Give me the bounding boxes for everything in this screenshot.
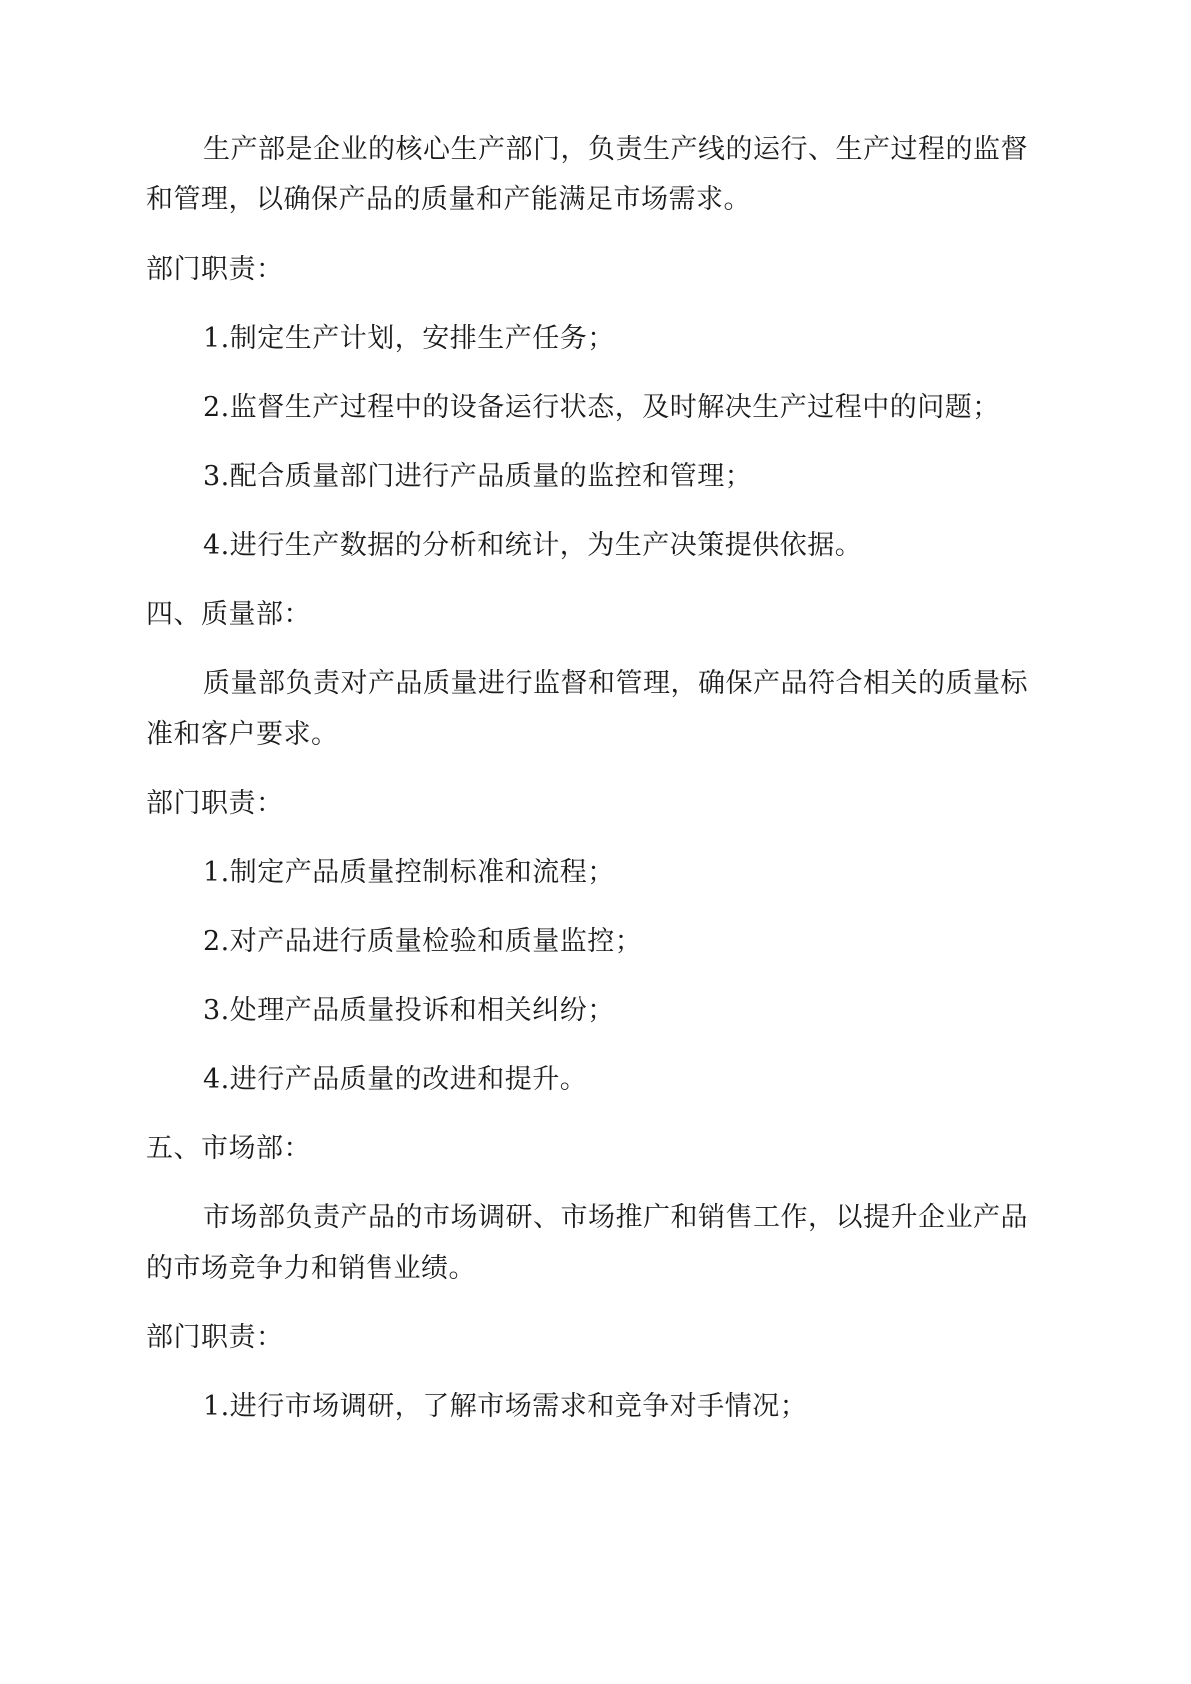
marketing-duties-label: 部门职责：: [146, 1322, 284, 1353]
production-duty-3: 3.配合质量部门进行产品质量的监控和管理；: [203, 461, 753, 492]
quality-duty-4: 4.进行产品质量的改进和提升。: [203, 1064, 588, 1095]
marketing-intro-line-2: 的市场竞争力和销售业绩。: [146, 1253, 476, 1284]
marketing-intro-line-1: 市场部负责产品的市场调研、市场推广和销售工作，以提升企业产品: [203, 1202, 1028, 1233]
production-duty-2: 2.监督生产过程中的设备运行状态，及时解决生产过程中的问题；: [203, 392, 1000, 423]
quality-heading: 四、质量部：: [146, 599, 311, 630]
production-duty-1: 1.制定生产计划，安排生产任务；: [203, 323, 615, 354]
quality-duty-2: 2.对产品进行质量检验和质量监控；: [203, 926, 643, 957]
production-duties-label: 部门职责：: [146, 254, 284, 285]
production-intro-line-2: 和管理，以确保产品的质量和产能满足市场需求。: [146, 184, 751, 215]
production-intro-line-1: 生产部是企业的核心生产部门，负责生产线的运行、生产过程的监督: [203, 134, 1028, 165]
quality-intro-line-1: 质量部负责对产品质量进行监督和管理，确保产品符合相关的质量标: [203, 668, 1028, 699]
quality-intro-line-2: 准和客户要求。: [146, 719, 339, 750]
quality-duty-1: 1.制定产品质量控制标准和流程；: [203, 857, 615, 888]
quality-duty-3: 3.处理产品质量投诉和相关纠纷；: [203, 995, 615, 1026]
quality-duties-label: 部门职责：: [146, 788, 284, 819]
production-duty-4: 4.进行生产数据的分析和统计，为生产决策提供依据。: [203, 530, 863, 561]
marketing-heading: 五、市场部：: [146, 1133, 311, 1164]
marketing-duty-1: 1.进行市场调研，了解市场需求和竞争对手情况；: [203, 1391, 808, 1422]
